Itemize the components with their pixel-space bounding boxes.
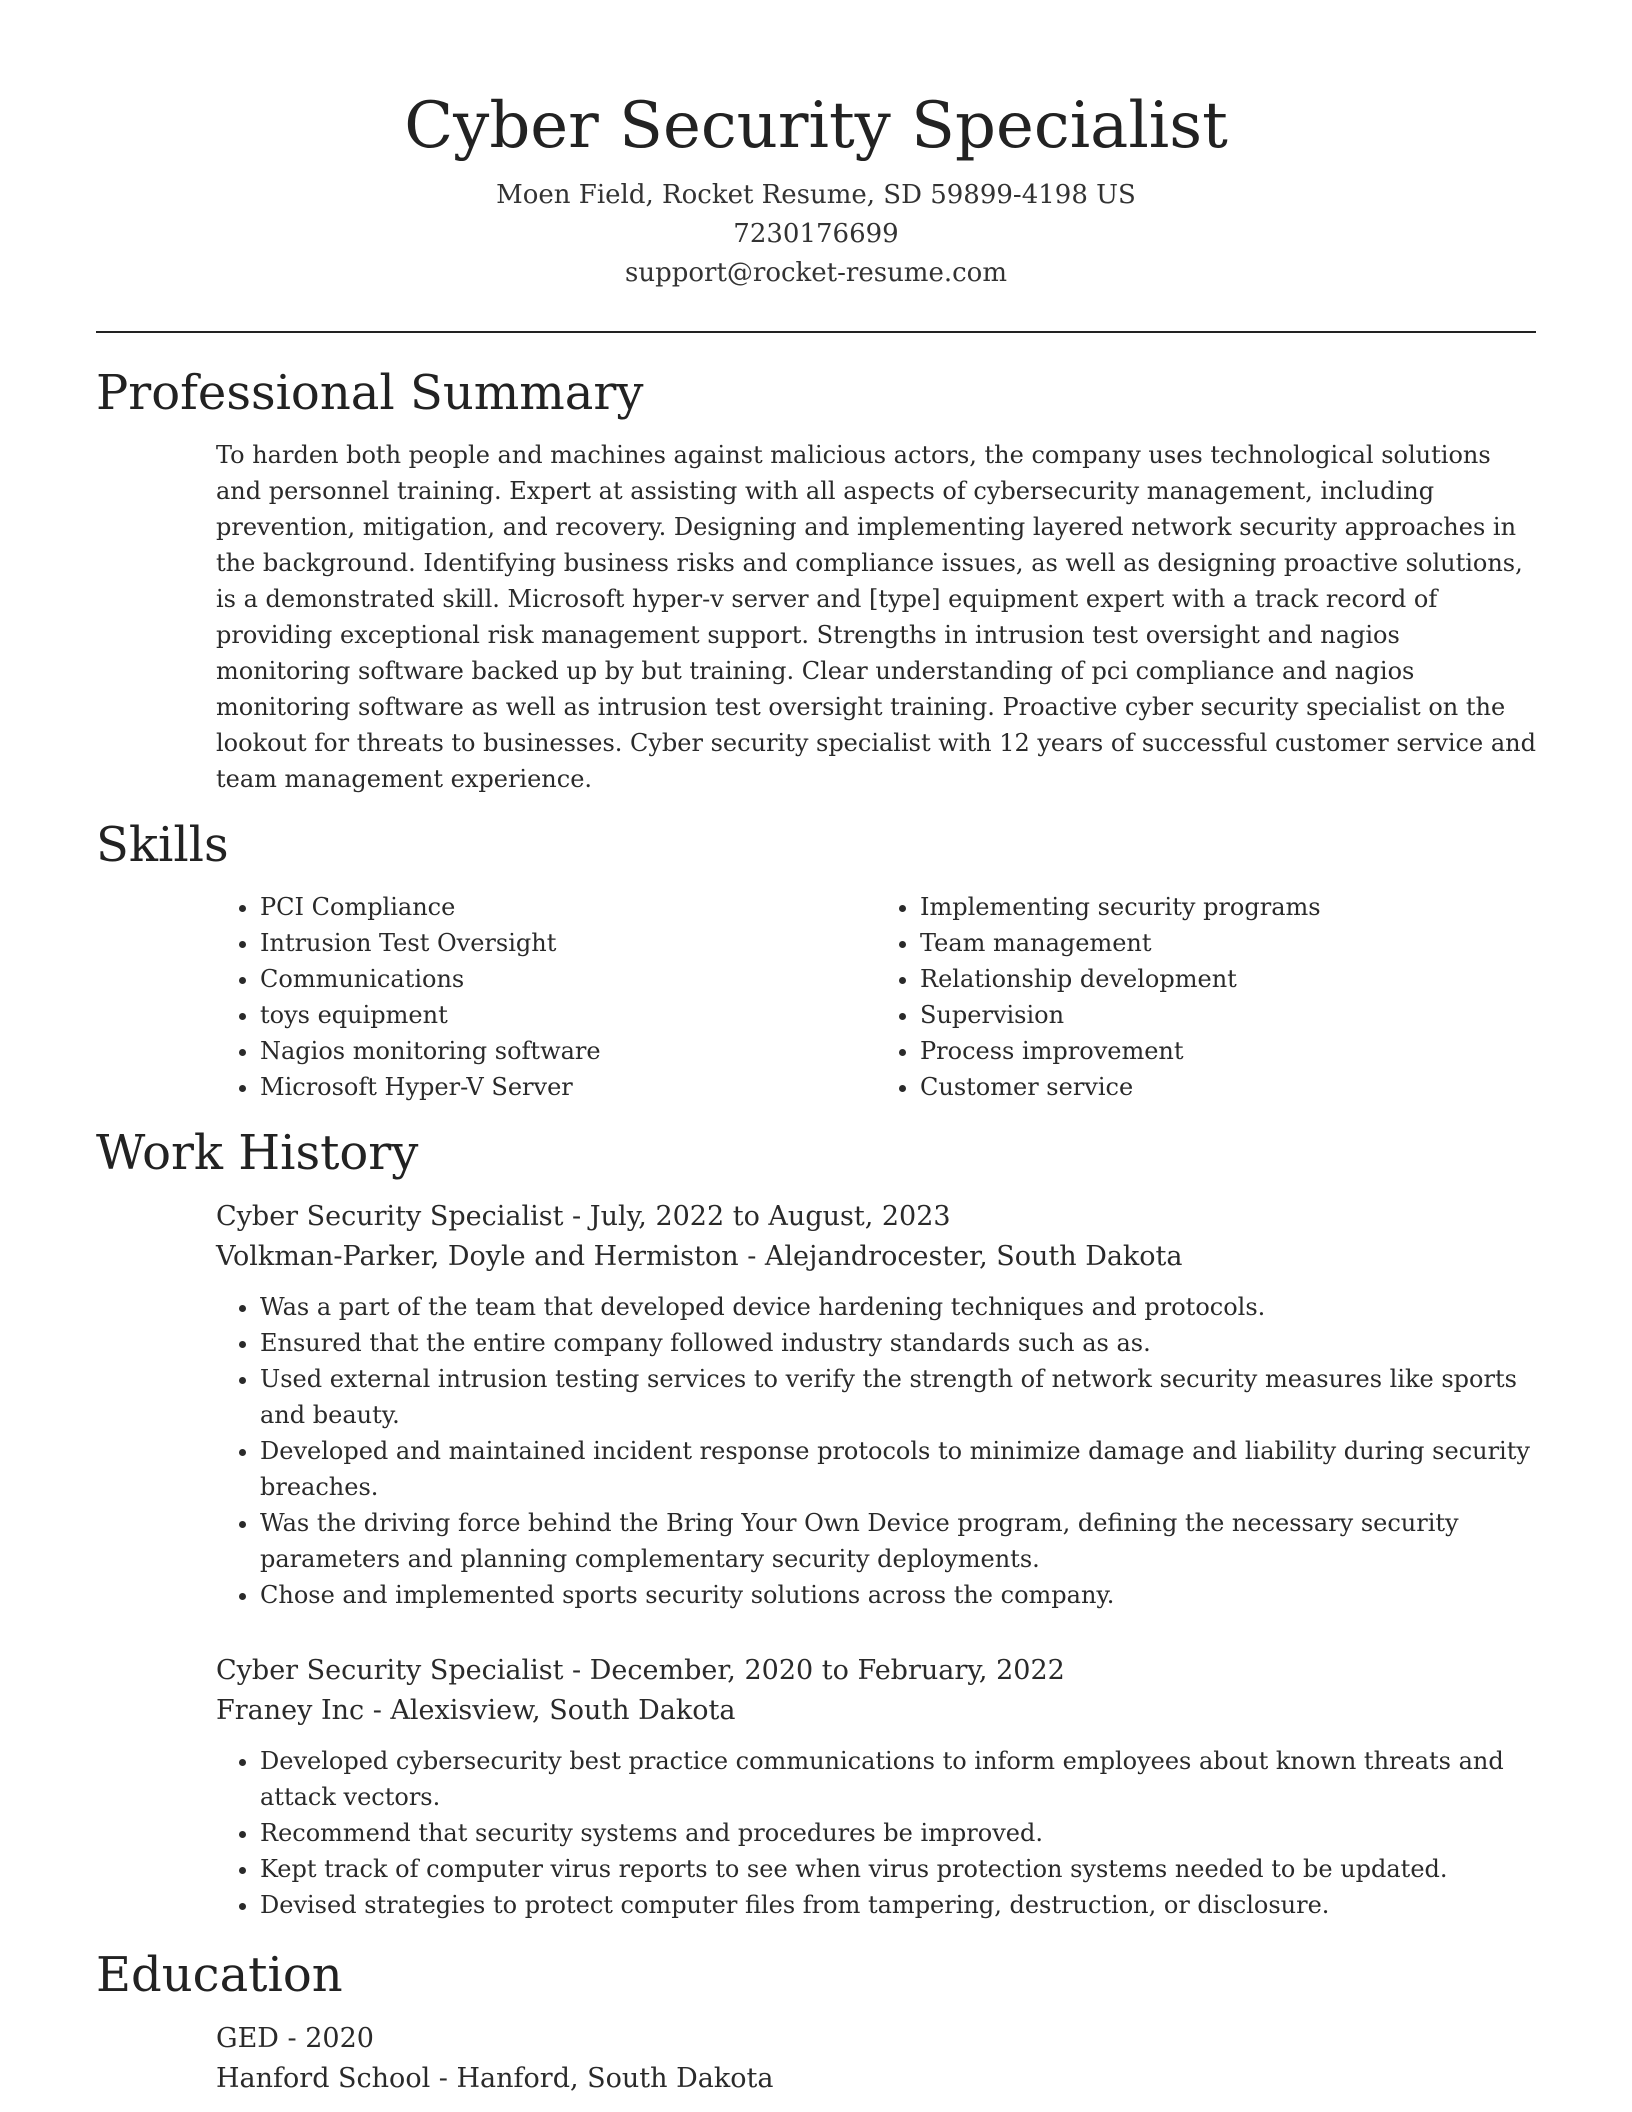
job-bullet: • Devised strategies to protect computer files from tampering, destruction, or disclosure. <box>260 1887 1536 1923</box>
job-bullets <box>216 1289 1536 1613</box>
skill-item: • Microsoft Hyper-V Server <box>260 1069 876 1105</box>
job-bullet: • Developed cybersecurity best practice communications to inform employees about known threats and attack vectors. <box>260 1743 1536 1815</box>
skills-heading: Skills <box>96 817 229 873</box>
job-dates: December, 2020 to February, 2022 <box>589 1655 1065 1686</box>
skills-column-left <box>216 889 876 1105</box>
education-degree: GED <box>216 2023 279 2054</box>
job-bullet: • Developed and maintained incident response protocols to minimize damage and liability during security breaches. <box>260 1433 1536 1505</box>
education-degree-line: GED - 2020 <box>216 2023 374 2054</box>
job-role-line: Cyber Security Specialist - December, 2020 to February, 2022 <box>216 1655 1065 1686</box>
contact-address: Moen Field, Rocket Resume, SD 59899-4198 US <box>496 180 1136 210</box>
header-divider <box>96 331 1536 333</box>
job-company: Volkman-Parker, Doyle and Hermiston <box>216 1241 739 1272</box>
page-title: Cyber Security Specialist <box>404 89 1228 163</box>
education-entry <box>216 2019 1536 2099</box>
job-bullet: • Used external intrusion testing services to verify the strength of network security measures like sports and beauty. <box>260 1361 1536 1433</box>
job-bullet: • Recommend that security systems and procedures be improved. <box>260 1815 1536 1851</box>
skill-item: • Relationship development <box>920 961 1536 997</box>
job-role: Cyber Security Specialist <box>216 1655 564 1686</box>
education-year: 2020 <box>305 2023 374 2054</box>
skills-column-right <box>876 889 1536 1105</box>
skill-item: • Implementing security programs <box>920 889 1536 925</box>
job-bullet: • Chose and implemented sports security solutions across the company. <box>260 1577 1536 1613</box>
education-heading: Education <box>96 1947 343 2003</box>
summary-heading: Professional Summary <box>96 365 644 421</box>
summary-text: To harden both people and machines against malicious actors, the company uses technological solutions and personnel training. Expert at assisting with all aspects of cybersecurity management, including prevention, mitigation, and recovery. Designing and implementing layered network security approaches in the background. Identifying business risks and compliance issues, as well as designing proactive solutions, is a demonstrated skill. Microsoft hyper-v server and [type] equipment expert with a track record of providing exceptional risk management support. Strengths in intrusion test oversight and nagios monitoring software backed up by but training. Clear understanding of pci compliance and nagios monitoring software as well as intrusion test oversight training. Proactive cyber security specialist on the lookout for threats to businesses. Cyber security specialist with 12 years of successful customer service and team management experience. <box>216 441 1536 793</box>
skill-item: • Communications <box>260 961 876 997</box>
job-company-line: Volkman-Parker, Doyle and Hermiston - Alejandrocester, South Dakota <box>216 1241 1183 1272</box>
skills-section <box>96 815 1536 1105</box>
job-bullet: • Was the driving force behind the Bring Your Own Device program, defining the necessary security parameters and planning complementary security deployments. <box>260 1505 1536 1577</box>
summary-section <box>96 363 1536 797</box>
contact-phone: 7230176699 <box>733 219 899 249</box>
job-location: Alexisview, South Dakota <box>390 1695 736 1726</box>
job-company: Franey Inc <box>216 1695 365 1726</box>
education-section <box>96 1945 1536 2099</box>
job-dates: July, 2022 to August, 2023 <box>589 1201 951 1232</box>
resume-header <box>96 0 1536 293</box>
job-entry <box>216 1651 1536 1923</box>
skill-item: • Customer service <box>920 1069 1536 1105</box>
work-history-section <box>96 1123 1536 1923</box>
job-role-line: Cyber Security Specialist - July, 2022 to August, 2023 <box>216 1201 951 1232</box>
skill-item: • Supervision <box>920 997 1536 1033</box>
job-role: Cyber Security Specialist <box>216 1201 564 1232</box>
education-location: Hanford, South Dakota <box>456 2063 774 2094</box>
job-company-line: Franey Inc - Alexisview, South Dakota <box>216 1695 736 1726</box>
education-school: Hanford School <box>216 2063 431 2094</box>
skill-item: • Team management <box>920 925 1536 961</box>
job-bullet: • Was a part of the team that developed device hardening techniques and protocols. <box>260 1289 1536 1325</box>
contact-email: support@rocket-resume.com <box>624 258 1007 288</box>
skill-item: • toys equipment <box>260 997 876 1033</box>
job-entry <box>216 1197 1536 1613</box>
job-bullet: • Kept track of computer virus reports to see when virus protection systems needed to be updated. <box>260 1851 1536 1887</box>
work-history-heading: Work History <box>96 1125 419 1181</box>
skill-item: • Nagios monitoring software <box>260 1033 876 1069</box>
education-school-line: Hanford School - Hanford, South Dakota <box>216 2063 774 2094</box>
job-bullets <box>216 1743 1536 1923</box>
skill-item: • PCI Compliance <box>260 889 876 925</box>
job-location: Alejandrocester, South Dakota <box>764 1241 1183 1272</box>
skills-grid <box>216 889 1536 1105</box>
job-bullet: • Ensured that the entire company followed industry standards such as as. <box>260 1325 1536 1361</box>
skill-item: • Intrusion Test Oversight <box>260 925 876 961</box>
skill-item: • Process improvement <box>920 1033 1536 1069</box>
